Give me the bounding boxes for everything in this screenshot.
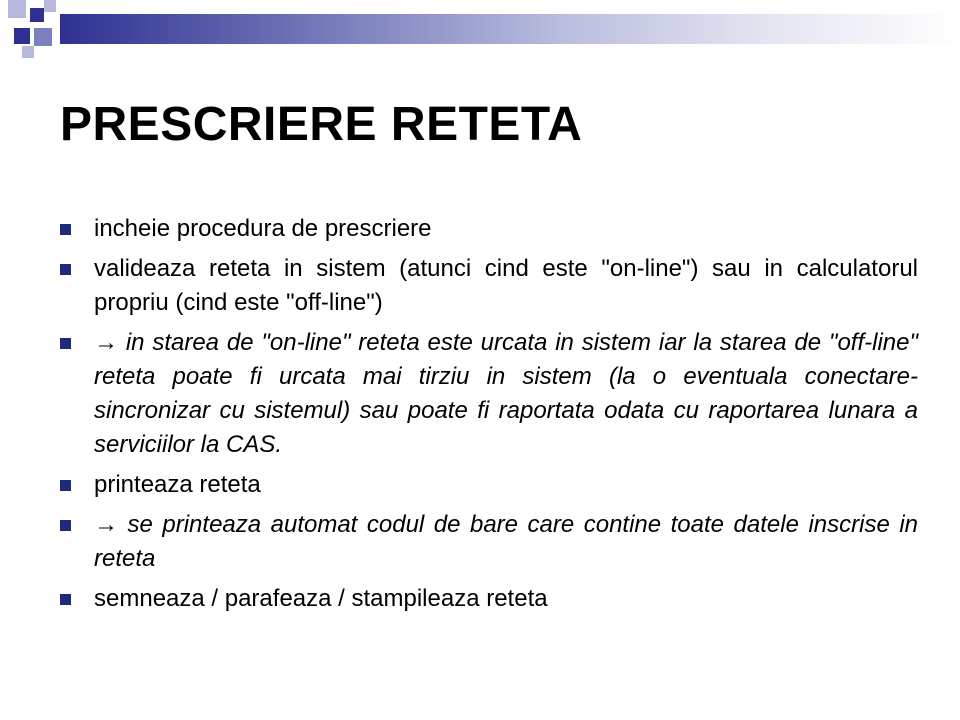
slide-title: PRESCRIERE RETETA [60, 98, 583, 151]
bullet-text: → se printeaza automat codul de bare care contine toate datele inscrise in reteta [94, 511, 918, 572]
bullet-text: valideaza reteta in sistem (atunci cind este "on-line") sau in calculatorul propriu (cind este "off-line") [94, 255, 918, 316]
header-decoration [0, 0, 960, 60]
bullet-list [58, 212, 918, 622]
bullet-item [58, 212, 918, 246]
bullet-item [58, 326, 918, 462]
bullet-item [58, 582, 918, 616]
decor-square-icon [30, 8, 44, 22]
square-bullet-icon [60, 338, 71, 349]
gradient-bar [60, 14, 960, 44]
decor-square-icon [8, 0, 26, 18]
bullet-item [58, 508, 918, 576]
decor-square-icon [34, 28, 52, 46]
square-bullet-icon [60, 224, 71, 235]
bullet-text: incheie procedura de prescriere [94, 215, 432, 242]
decor-square-icon [14, 28, 30, 44]
bullet-item [58, 468, 918, 502]
bullet-item [58, 252, 918, 320]
bullet-text: printeaza reteta [94, 471, 261, 498]
decor-square-icon [22, 46, 34, 58]
square-bullet-icon [60, 480, 71, 491]
bullet-text: semneaza / parafeaza / stampileaza reteta [94, 585, 548, 612]
square-bullet-icon [60, 264, 71, 275]
square-bullet-icon [60, 520, 71, 531]
decor-square-icon [44, 0, 56, 12]
bullet-text: → in starea de "on-line" reteta este urcata in sistem iar la starea de "off-line" reteta poate fi urcata mai tirziu in sistem (la o eventuala conectare-sincronizar cu sistemul) sau poate fi raportata odata cu raportarea lunara a serviciilor la CAS. [94, 329, 918, 458]
square-bullet-icon [60, 594, 71, 605]
